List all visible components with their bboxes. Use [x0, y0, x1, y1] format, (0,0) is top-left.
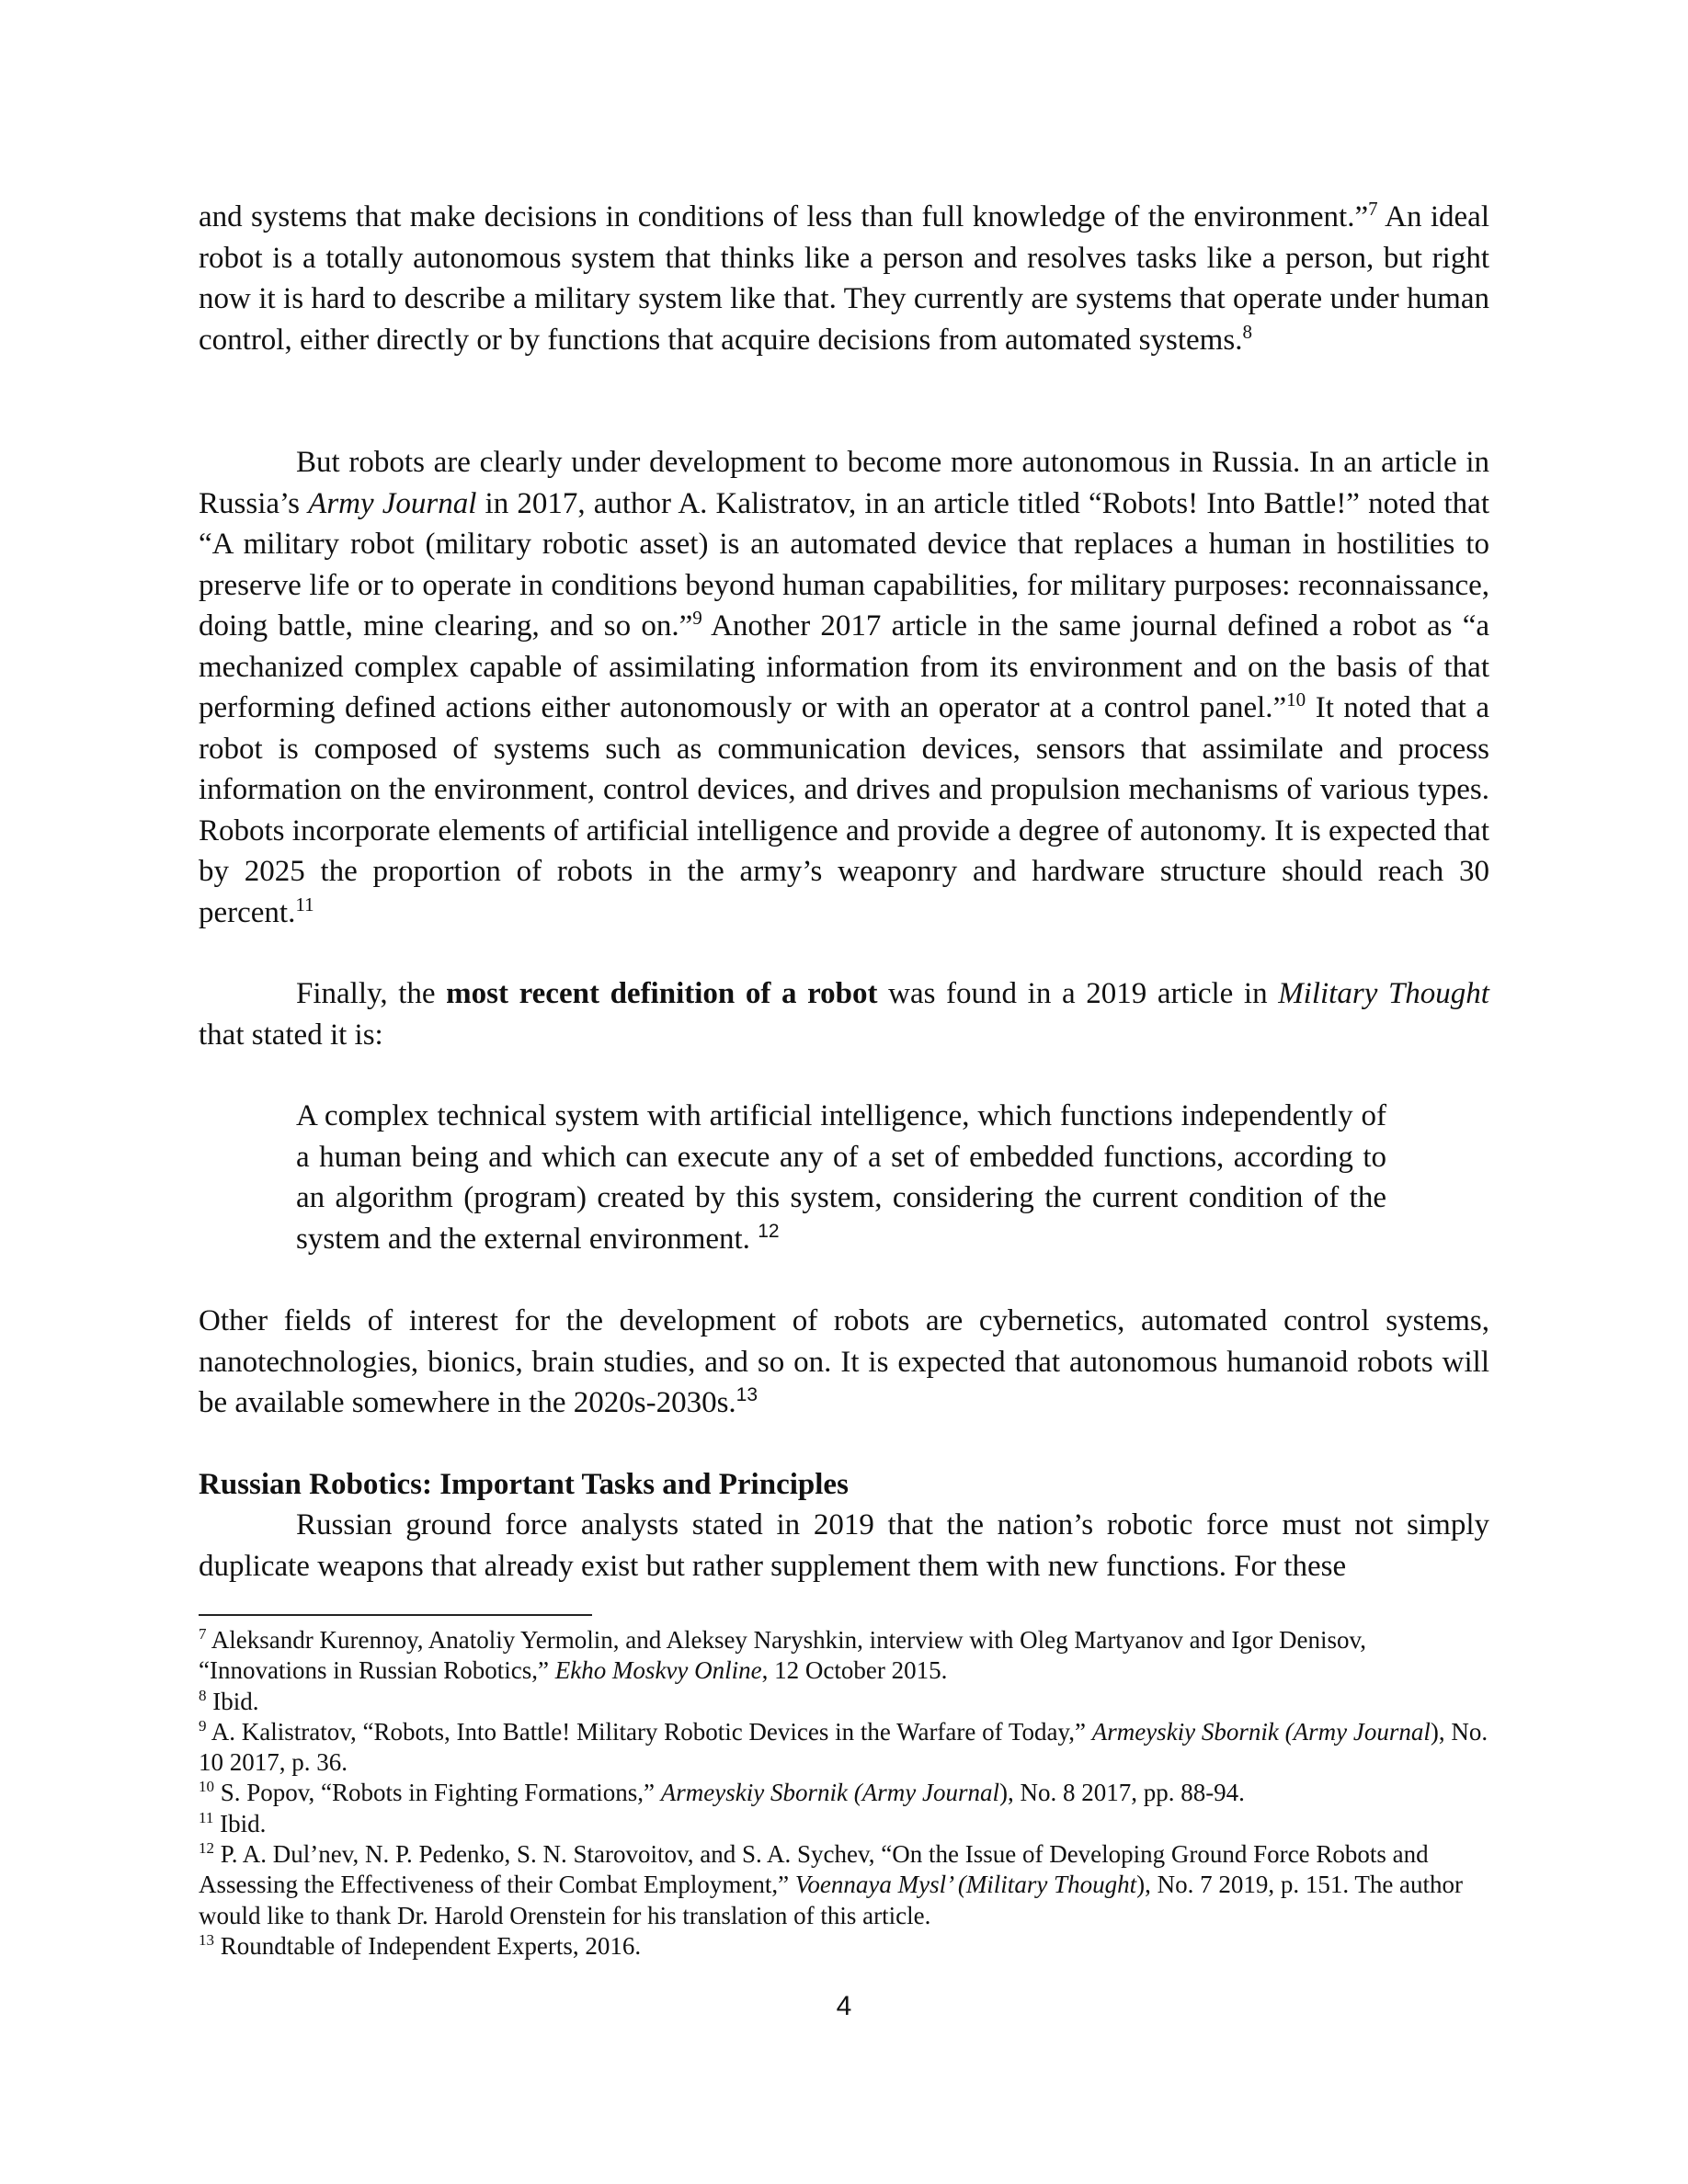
- text-run: But robots are clearly under development to become more autonomous in Russia. In an article in Russia’s: [199, 446, 1489, 520]
- text-run: was found in a 2019 article in: [877, 977, 1279, 1010]
- footnote-text: Ibid.: [213, 1809, 267, 1837]
- footnote-ref-9[interactable]: 9: [692, 607, 702, 629]
- footnote-number: 13: [199, 1930, 214, 1949]
- footnote-text: P. A. Dul’nev, N. P. Pedenko, S. N. Starovoitov, and S. A. Sychev, “On the Issue of Developing Ground Force Robots and Assessing the Effectiveness of their Combat Employment,”: [199, 1840, 1429, 1899]
- journal-title: Army Journal: [308, 486, 477, 520]
- footnote-number: 8: [199, 1686, 207, 1704]
- paragraph-3: [199, 973, 1489, 1055]
- text-run: It noted that a robot is composed of systems such as communication devices, sensors that assimilate and process information on the environment, control devices, and drives and propulsion mechanisms of various types. Robots incorporate elements of artificial intelligence and provide a degree of autonomy. It is expected that by 2025 the proportion of robots in the army’s weaponry and hardware structure should reach 30 percent.: [199, 691, 1489, 929]
- footnote-text: ), No. 10 2017, p. 36.: [199, 1717, 1488, 1777]
- footnote-text: Aleksandr Kurennoy, Anatoliy Yermolin, and Aleksey Naryshkin, interview with Oleg Martyanov and Igor Denisov, “Innovations in Russian Robotics,”: [199, 1626, 1367, 1685]
- source-title: Voennaya Mysl’ (Military Thought: [794, 1871, 1137, 1899]
- footnote-number: 7: [199, 1625, 207, 1643]
- footnote-text: ), No. 7 2019, p. 151. The author would like to thank Dr. Harold Orenstein for his translation of this article.: [199, 1871, 1464, 1929]
- footnote-text: Roundtable of Independent Experts, 2016.: [214, 1931, 642, 1960]
- footnote-number: 12: [199, 1839, 214, 1858]
- text-run: Russian ground force analysts stated in 2019 that the nation’s robotic force must not simply duplicate weapons that already exist but rather supplement them with new functions. For these: [199, 1508, 1489, 1583]
- text-run: in 2017, author A. Kalistratov, in an article titled “Robots! Into Battle!” noted that “A military robot (military robotic asset) is an automated device that replaces a human in hostilities to preserve life or to operate in conditions beyond human capabilities, for military purposes: reconnaissance, doing battle, mine clearing, and so on.”: [199, 486, 1489, 643]
- source-title: Armeyskiy Sbornik (Army Journal: [1091, 1717, 1431, 1746]
- paragraph-5: [199, 1505, 1489, 1587]
- footnote-ref-8[interactable]: 8: [1242, 320, 1252, 343]
- footnote-12: [199, 1839, 1489, 1931]
- text-run: Finally, the: [296, 977, 447, 1010]
- text-run: that stated it is:: [199, 1018, 383, 1052]
- source-title: Ekho Moskvy Online: [554, 1656, 762, 1685]
- footnote-text: ), No. 8 2017, pp. 88-94.: [998, 1779, 1245, 1807]
- footnote-ref-7[interactable]: 7: [1368, 198, 1378, 220]
- footnotes: [199, 1625, 1489, 1962]
- emphasis-bold: most recent definition of a robot: [446, 977, 878, 1010]
- footnote-number: 11: [199, 1808, 214, 1826]
- text-run: An ideal robot is a totally autonomous system that thinks like a person and resolves tasks like a person, but right now it is hard to describe a military system like that. They currently are systems that operate under human control, either directly or by functions that acquire decisions from automated systems.: [199, 200, 1489, 357]
- footnote-text: Ibid.: [206, 1687, 259, 1715]
- footnote-ref-11[interactable]: 11: [295, 893, 314, 916]
- footnote-number: 10: [199, 1778, 214, 1796]
- footnote-text: S. Popov, “Robots in Fighting Formations,”: [214, 1779, 661, 1807]
- footnote-divider: [199, 1614, 592, 1616]
- footnote-ref-12[interactable]: 12: [758, 1220, 780, 1242]
- page-number: 4: [836, 1991, 852, 2021]
- footnote-7: [199, 1625, 1489, 1687]
- text-run: Another 2017 article in the same journal defined a robot as “a mechanized complex capable of assimilating information from its environment and on the basis of that performing defined actions either autonomously or with an operator at a control panel.”: [199, 609, 1489, 724]
- section-heading: Russian Robotics: Important Tasks and Principles: [199, 1468, 849, 1501]
- source-title: Armeyskiy Sbornik (Army Journal: [660, 1779, 999, 1807]
- footnote-9: [199, 1717, 1489, 1779]
- footnote-10: [199, 1778, 1489, 1808]
- footnote-text: A. Kalistratov, “Robots, Into Battle! Military Robotic Devices in the Warfare of Today,”: [206, 1717, 1092, 1746]
- paragraph-4: [199, 1301, 1489, 1424]
- paragraph-2: [199, 442, 1489, 933]
- text-run: and systems that make decisions in conditions of less than full knowledge of the environment.”: [199, 200, 1369, 233]
- footnote-number: 9: [199, 1716, 207, 1735]
- journal-title: Military Thought: [1278, 977, 1489, 1010]
- quote-text: A complex technical system with artificial intelligence, which functions independently of a human being and which can execute any of a set of embedded functions, according to an algorithm (program) created by this system, considering the current condition of the system and the external environment.: [296, 1099, 1386, 1256]
- footnote-11: [199, 1809, 1489, 1839]
- footnote-8: [199, 1687, 1489, 1717]
- paragraph-1: [199, 197, 1489, 360]
- block-quote: [296, 1096, 1386, 1259]
- text-run: Other fields of interest for the development of robots are cybernetics, automated control systems, nanotechnologies, bionics, brain studies, and so on. It is expected that autonomous humanoid robots will be available somewhere in the 2020s-2030s.: [199, 1304, 1489, 1419]
- footnote-13: [199, 1931, 1489, 1962]
- footnote-ref-10[interactable]: 10: [1286, 688, 1306, 711]
- footnote-text: , 12 October 2015.: [761, 1656, 948, 1685]
- footnote-ref-13[interactable]: 13: [736, 1384, 758, 1405]
